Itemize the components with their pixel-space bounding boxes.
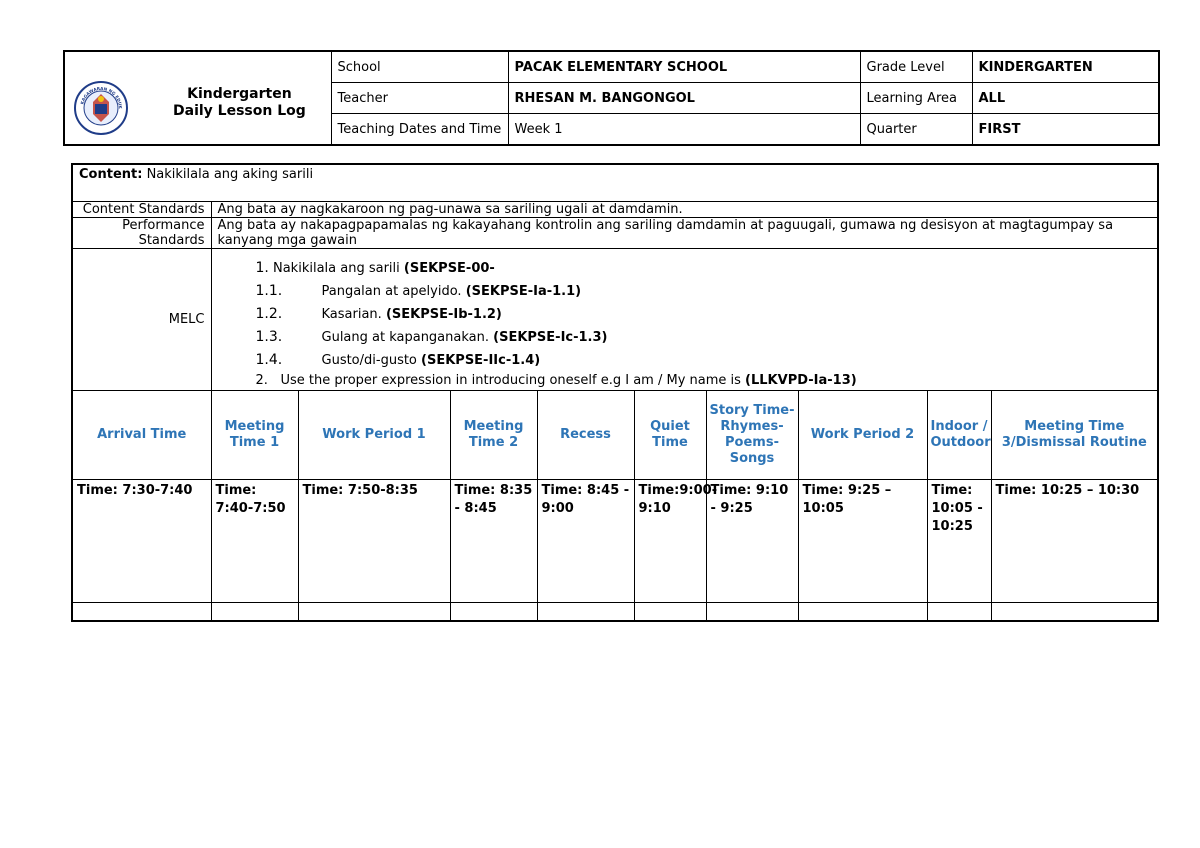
schedule-header: Work Period 1 [298,391,450,480]
schedule-time: Time: 8:35 - 8:45 [450,480,537,603]
schedule-header: Story Time-Rhymes-Poems-Songs [706,391,798,480]
schedule-time: Time: 8:45 - 9:00 [537,480,634,603]
empty-cell [72,603,211,622]
empty-cell [298,603,450,622]
schedule-time: Time: 10:05 - 10:25 [927,480,991,603]
schedule-time: Time: 9:25 – 10:05 [798,480,927,603]
empty-cell [634,603,706,622]
content-standards-value: Ang bata ay nagkakaroon ng pag-unawa sa sariling ugali at damdamin. [211,202,1158,218]
schedule-header: Meeting Time 3/Dismissal Routine [991,391,1158,480]
schedule-time: Time: 10:25 – 10:30 [991,480,1158,603]
teacher-label: Teacher [331,83,508,114]
content-label: Content: [79,167,143,182]
schedule-time: Time:9:00-9:10 [634,480,706,603]
melc-item: 2. Use the proper expression in introducing oneself e.g I am / My name is (LLKVPD-Ia-13) [255,373,857,388]
content-cell [72,164,1158,202]
area-value: ALL [972,83,1159,114]
melc-item: 1.1. Pangalan at apelyido. (SEKPSE-Ia-1.1) [255,283,582,299]
empty-cell [991,603,1158,622]
performance-standards-label [72,218,211,249]
melc-item: 1.4. Gusto/di-gusto (SEKPSE-IIc-1.4) [255,352,541,368]
area-label: Learning Area [860,83,972,114]
schedule-header: Recess [537,391,634,480]
schedule-header: Quiet Time [634,391,706,480]
empty-cell [927,603,991,622]
content-value: Nakikilala ang aking sarili [142,167,314,182]
schedule-header: Work Period 2 [798,391,927,480]
empty-cell [706,603,798,622]
schedule-header: Meeting Time 1 [211,391,298,480]
log-title-line1: Kindergarten [187,86,292,102]
grade-value: KINDERGARTEN [972,51,1159,83]
schedule-time: Time: 7:30-7:40 [72,480,211,603]
dates-value: Week 1 [508,114,860,146]
log-title [173,86,306,120]
logo-title-cell [64,51,331,145]
melc-item: 1.3. Gulang at kapanganakan. (SEKPSE-Ic-1.3) [255,329,608,345]
log-title-line2: Daily Lesson Log [173,103,306,119]
schedule-time: Time: 9:10 - 9:25 [706,480,798,603]
melc-label: MELC [72,249,211,391]
schedule-time: Time: 7:40-7:50 [211,480,298,603]
melc-item: 1. Nakikilala ang sarili (SEKPSE-00- [255,260,495,276]
quarter-label: Quarter [860,114,972,146]
content-standards-label: Content Standards [72,202,211,218]
empty-cell [537,603,634,622]
empty-cell [798,603,927,622]
performance-standards-label-line1: Performance [122,218,205,233]
schedule-header: Arrival Time [72,391,211,480]
empty-cell [450,603,537,622]
melc-list [211,249,1158,391]
teacher-value: RHESAN M. BANGONGOL [508,83,860,114]
performance-standards-label-line2: Standards [138,233,205,248]
school-value: PACAK ELEMENTARY SCHOOL [508,51,860,83]
lesson-table [71,163,1159,622]
school-label: School [331,51,508,83]
melc-item: 1.2. Kasarian. (SEKPSE-Ib-1.2) [255,306,502,322]
deped-seal-icon [73,80,129,136]
empty-cell [211,603,298,622]
seal-text: KAGAWARAN NG EDUK [79,85,124,109]
quarter-value: FIRST [972,114,1159,146]
performance-standards-value: Ang bata ay nakapagpapamalas ng kakayahang kontrolin ang sariling damdamin at paguugali, gumawa ng desisyon at magtagumpay sa kanyang mga gawain [211,218,1158,249]
schedule-header: Meeting Time 2 [450,391,537,480]
schedule-time: Time: 7:50-8:35 [298,480,450,603]
schedule-header: Indoor / Outdoor [927,391,991,480]
header-table [63,50,1160,146]
grade-label: Grade Level [860,51,972,83]
dates-label: Teaching Dates and Time [331,114,508,146]
